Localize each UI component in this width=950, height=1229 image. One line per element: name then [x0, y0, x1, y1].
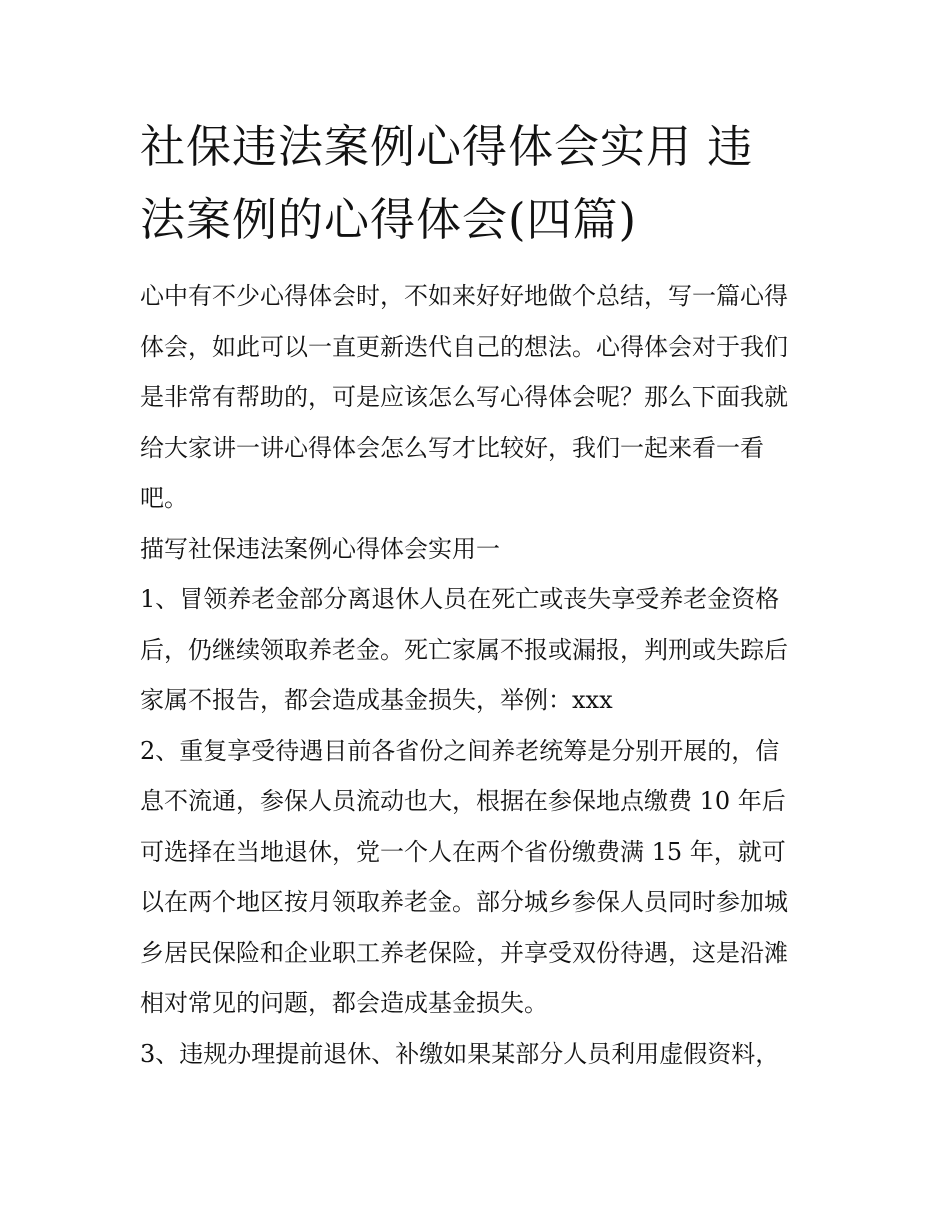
text-line: 3、违规办理提前退休、补缴如果某部分人员利用虚假资料， — [140, 1039, 780, 1068]
text-line: 1、冒领养老金部分离退休人员在死亡或丧失享受养老金资格 — [140, 585, 780, 613]
document-body — [140, 110, 815, 1079]
text-line: 息不流通，参保人员流动也大，根据在参保地点缴费 10 年后 — [140, 787, 786, 815]
list-item-1 — [140, 574, 815, 726]
intro-paragraph — [140, 271, 815, 524]
text-line: 吧。 — [140, 484, 188, 512]
text-line: 可选择在当地退休，党一个人在两个省份缴费满 15 年，就可 — [140, 837, 786, 866]
text-line: 后，仍继续领取养老金。死亡家属不报或漏报，判刑或失踪后 — [140, 635, 788, 664]
title-line: 法案例的心得体会(四篇) — [140, 193, 638, 246]
text-line: 以在两个地区按月领取养老金。部分城乡参保人员同时参加城 — [140, 888, 788, 916]
title-line: 社保违法案例心得体会实用 违 — [140, 120, 754, 173]
text-line: 乡居民保险和企业职工养老保险，并享受双份待遇，这是沿滩 — [140, 938, 788, 967]
text-line: 相对常见的问题，都会造成基金损失。 — [140, 989, 548, 1017]
text-line: 心中有不少心得体会时，不如来好好地做个总结，写一篇心得 — [140, 282, 788, 310]
text-line: 给大家讲一讲心得体会怎么写才比较好，我们一起来看一看 — [140, 433, 764, 462]
text-line: 2、重复享受待遇目前各省份之间养老统筹是分别开展的，信 — [140, 736, 780, 765]
document-title — [140, 110, 815, 256]
document-text — [140, 271, 815, 1079]
text-line: 体会，如此可以一直更新迭代自己的想法。心得体会对于我们 — [140, 332, 788, 361]
list-item-2 — [140, 726, 815, 1029]
text-line: 是非常有帮助的，可是应该怎么写心得体会呢？那么下面我就 — [140, 383, 788, 411]
list-item-3 — [140, 1029, 815, 1080]
section-heading-text: 描写社保违法案例心得体会实用一 — [140, 534, 500, 563]
text-line: 家属不报告，都会造成基金损失，举例：xxx — [140, 686, 613, 714]
section-heading — [140, 524, 815, 575]
